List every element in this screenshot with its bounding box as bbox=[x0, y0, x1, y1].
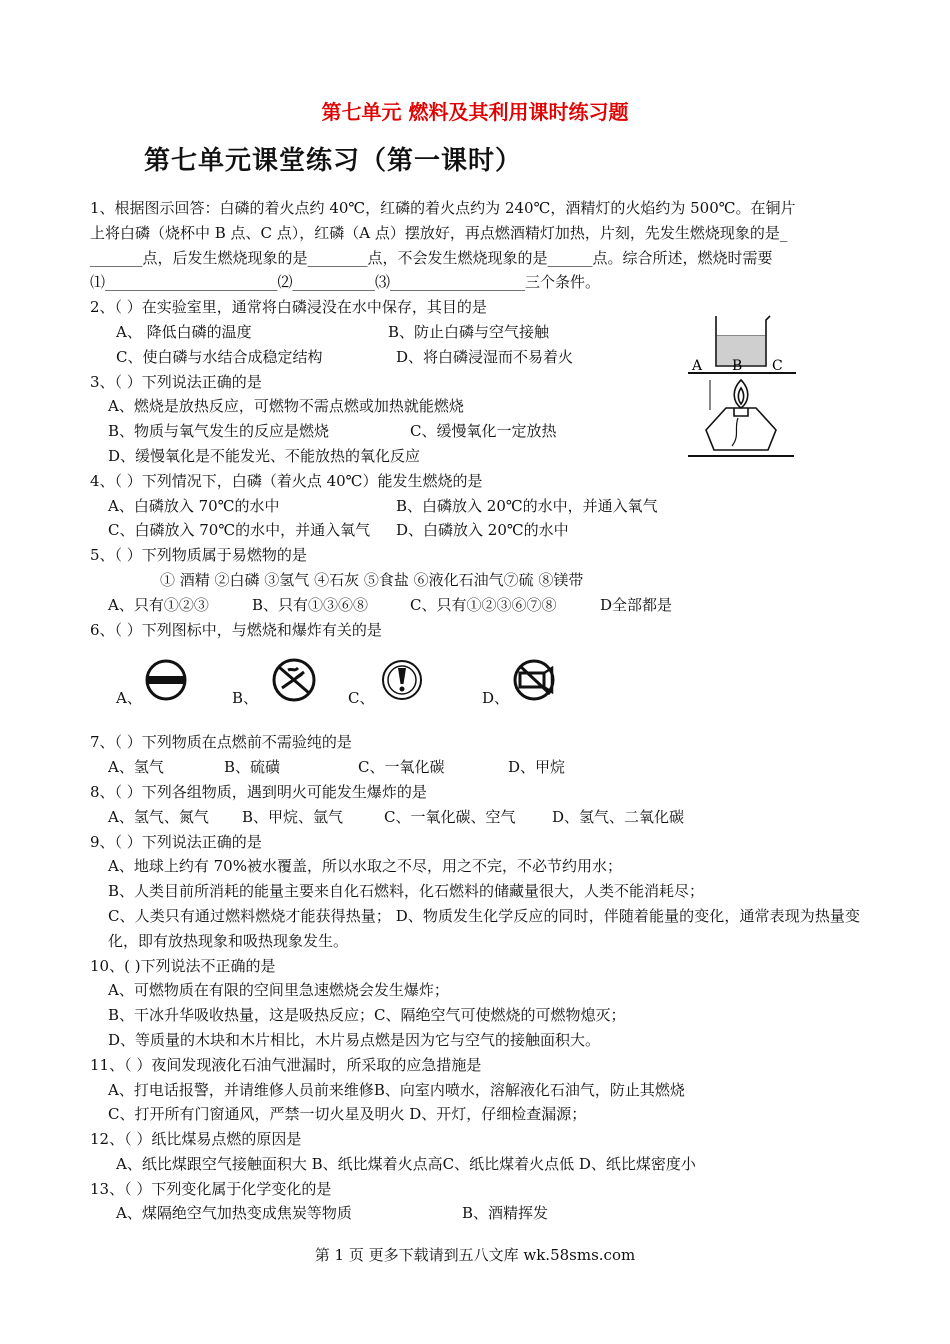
q5-option-d: D全部都是 bbox=[600, 595, 673, 614]
q2-option-d: D、将白磷浸湿而不易着火 bbox=[396, 347, 574, 366]
q1-line-2: 上将白磷（烧杯中 B 点、C 点），红磷（A 点）摆放好，再点燃酒精灯加热，片刻，先发生燃烧现象的是_ bbox=[90, 223, 788, 242]
question-13 bbox=[90, 1177, 860, 1227]
question-7 bbox=[90, 730, 860, 780]
q6-label-a: A、 bbox=[116, 689, 142, 708]
q8-options bbox=[90, 805, 860, 830]
q6-icon-options bbox=[90, 642, 860, 730]
question-1 bbox=[90, 196, 860, 295]
q2-options-ab bbox=[90, 320, 860, 345]
q11-option-ab: A、打电话报警，并请维修人员前来维修B、向室内喷水，溶解液化石油气，防止其燃烧 bbox=[108, 1080, 685, 1099]
q5-substance-list: ① 酒精 ②白磷 ③氢气 ④石灰 ⑤食盐 ⑥液化石油气⑦硫 ⑧镁带 bbox=[160, 570, 584, 589]
warning-sign-icon bbox=[378, 658, 426, 702]
q10-option-a: A、可燃物质在有限的空间里急速燃烧会发生爆炸； bbox=[108, 981, 449, 1000]
q9-option-b: B、人类目前所消耗的能量主要来自化石燃料，化石燃料的储藏量很大，人类不能消耗尽； bbox=[108, 882, 705, 901]
q13-option-b: B、酒精挥发 bbox=[462, 1204, 549, 1223]
q10-stem: 10、( )下列说法不正确的是 bbox=[90, 956, 276, 975]
question-4 bbox=[90, 469, 860, 543]
question-6 bbox=[90, 618, 860, 731]
q2-option-c: C、使白磷与水结合成稳定结构 bbox=[116, 347, 323, 366]
q11-stem: 11、（ ）夜间发现液化石油气泄漏时，所采取的应急措施是 bbox=[90, 1055, 482, 1074]
q13-stem: 13、（ ）下列变化属于化学变化的是 bbox=[90, 1179, 332, 1198]
q4-options-ab bbox=[90, 494, 860, 519]
q7-option-a: A、氢气 bbox=[108, 758, 164, 777]
q1-line-3: _______点，后发生燃烧现象的是________点，不会发生燃烧现象的是______点。综合所述，燃烧时需要 bbox=[90, 248, 773, 267]
question-5 bbox=[90, 543, 860, 617]
q5-options bbox=[90, 593, 860, 618]
no-entry-sign-icon bbox=[142, 658, 190, 702]
q7-option-b: B、硫磺 bbox=[224, 758, 281, 777]
question-9 bbox=[90, 830, 860, 954]
q8-option-c: C、一氧化碳、空气 bbox=[384, 807, 516, 826]
q6-stem: 6、（ ）下列图标中，与燃烧和爆炸有关的是 bbox=[90, 620, 382, 639]
q4-option-a: A、白磷放入 70℃的水中 bbox=[108, 496, 280, 515]
q3-option-b: B、物质与氧气发生的反应是燃烧 bbox=[108, 422, 330, 441]
question-12 bbox=[90, 1127, 860, 1177]
q2-option-a: A、 降低白磷的温度 bbox=[116, 322, 252, 341]
q5-stem: 5、（ ）下列物质属于易燃物的是 bbox=[90, 546, 307, 565]
lesson-subtitle: 第七单元课堂练习（第一课时） bbox=[144, 146, 523, 176]
q1-line-4: ⑴_______________________⑵___________⑶__________________三个条件。 bbox=[90, 273, 601, 292]
q5-option-c: C、只有①②③⑥⑦⑧ bbox=[410, 595, 557, 614]
q10-option-bc: B、干冰升华吸收热量，这是吸热反应；C、隔绝空气可使燃烧的可燃物熄灭； bbox=[108, 1006, 626, 1025]
q5-option-b: B、只有①③⑥⑧ bbox=[252, 595, 369, 614]
q7-option-c: C、一氧化碳 bbox=[358, 758, 445, 777]
q13-option-a: A、煤隔绝空气加热变成焦炭等物质 bbox=[116, 1204, 352, 1223]
q1-line-1: 1、根据图示回答：白磷的着火点约 40℃，红磷的着火点约为 240℃，酒精灯的火焰约为 500℃。在铜片 bbox=[90, 199, 796, 217]
q5-option-a: A、只有①②③ bbox=[108, 595, 209, 614]
q8-stem: 8、（ ）下列各组物质，遇到明火可能发生爆炸的是 bbox=[90, 782, 427, 801]
q13-options bbox=[90, 1201, 860, 1226]
q6-label-c: C、 bbox=[348, 689, 375, 708]
question-11 bbox=[90, 1053, 860, 1127]
q4-option-d: D、白磷放入 20℃的水中 bbox=[396, 521, 569, 540]
q8-option-a: A、氢气、氮气 bbox=[108, 807, 209, 826]
q12-options: A、纸比煤跟空气接触面积大 B、纸比煤着火点高C、纸比煤着火点低 D、纸比煤密度小 bbox=[116, 1154, 696, 1173]
label-c: C bbox=[772, 358, 783, 374]
page-footer: 第 1 页 更多下载请到五八文库 wk.58sms.com bbox=[314, 1246, 636, 1264]
q8-option-d: D、氢气、二氧化碳 bbox=[552, 807, 685, 826]
q4-stem: 4、（ ）下列情况下，白磷（着火点 40℃）能发生燃烧的是 bbox=[90, 471, 483, 490]
question-2 bbox=[90, 295, 860, 369]
q4-option-b: B、白磷放入 20℃的水中，并通入氧气 bbox=[396, 496, 658, 515]
q9-option-a: A、地球上约有 70%被水覆盖，所以水取之不尽，用之不完，不必节约用水； bbox=[108, 857, 622, 876]
q11-option-cd: C、打开所有门窗通风，严禁一切火星及明火 D、开灯，仔细检查漏源； bbox=[108, 1105, 587, 1124]
q8-option-b: B、甲烷、氩气 bbox=[242, 807, 344, 826]
q2-stem: 2、（ ）在实验室里，通常将白磷浸没在水中保存，其目的是 bbox=[90, 298, 487, 317]
q7-options bbox=[90, 755, 860, 780]
worksheet-title: 第七单元 燃料及其利用课时练习题 bbox=[321, 100, 629, 124]
q9-stem: 9、（ ）下列说法正确的是 bbox=[90, 832, 262, 851]
q2-options-cd bbox=[90, 345, 860, 370]
no-smoking-sign-icon bbox=[266, 658, 322, 702]
q3-option-c: C、缓慢氧化一定放热 bbox=[410, 422, 557, 441]
question-10 bbox=[90, 954, 860, 1053]
q4-options-cd bbox=[90, 518, 860, 543]
q12-stem: 12、（ ）纸比煤易点燃的原因是 bbox=[90, 1130, 302, 1149]
q3-options-bc bbox=[90, 419, 860, 444]
no-horn-sign-icon bbox=[508, 658, 560, 702]
q7-option-d: D、甲烷 bbox=[508, 758, 566, 777]
q6-label-b: B、 bbox=[232, 689, 259, 708]
q4-option-c: C、白磷放入 70℃的水中，并通入氧气 bbox=[108, 521, 371, 540]
question-8 bbox=[90, 780, 860, 830]
question-list bbox=[90, 196, 860, 1226]
q2-option-b: B、防止白磷与空气接触 bbox=[388, 322, 550, 341]
q9-option-cd: C、人类只有通过燃料燃烧才能获得热量； D、物质发生化学反应的同时，伴随着能量的变化，通常表现为热量变化，即有放热现象和吸热现象发生。 bbox=[108, 906, 860, 950]
question-3 bbox=[90, 370, 860, 469]
q3-stem: 3、（ ）下列说法正确的是 bbox=[90, 372, 262, 391]
q3-option-d: D、缓慢氧化是不能发光、不能放热的氧化反应 bbox=[108, 446, 421, 465]
q10-option-d: D、等质量的木块和木片相比，木片易点燃是因为它与空气的接触面积大。 bbox=[108, 1030, 601, 1049]
q6-label-d: D、 bbox=[482, 689, 510, 708]
label-b: B bbox=[732, 358, 743, 374]
q3-option-a: A、燃烧是放热反应，可燃物不需点燃或加热就能燃烧 bbox=[108, 397, 464, 416]
q7-stem: 7、（ ）下列物质在点燃前不需验纯的是 bbox=[90, 733, 352, 752]
label-a: A bbox=[692, 358, 703, 374]
